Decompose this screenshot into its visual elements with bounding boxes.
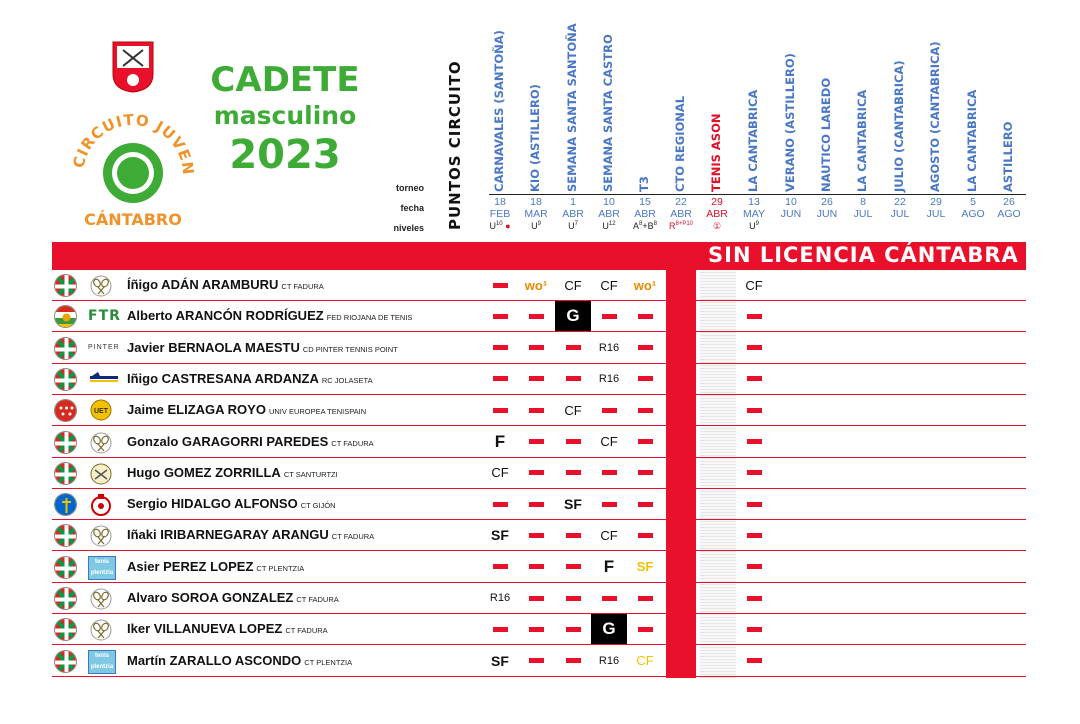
no-participation-dash [602, 502, 617, 507]
table-row [52, 552, 1026, 583]
no-participation-dash [638, 439, 653, 444]
no-participation-dash [529, 439, 544, 444]
tournament-day: 26 [821, 196, 833, 208]
no-participation-dash [566, 596, 581, 601]
result-cell: SF [491, 527, 509, 544]
club-logo-icon [88, 399, 116, 421]
label-torneo: torneo [396, 183, 424, 193]
tournament-name: SEMANA SANTA SANTOÑA [565, 23, 579, 192]
tournament-day: 8 [860, 196, 866, 208]
result-cell [627, 489, 663, 519]
club-logo-icon [88, 274, 116, 296]
club-name: CT FADURA [281, 282, 324, 291]
result-cell [482, 333, 518, 363]
tournament-day: 15 [639, 196, 651, 208]
tournament-day: 22 [675, 196, 687, 208]
result-cell [518, 646, 554, 676]
result-cell [736, 489, 772, 519]
tournament-day: 29 [711, 196, 723, 208]
no-participation-dash [747, 658, 762, 663]
no-participation-dash [493, 283, 508, 288]
no-participation-dash [638, 470, 653, 475]
tournament-name: TENIS ASON [709, 113, 723, 192]
result-cell [627, 333, 663, 363]
result-cell [518, 458, 554, 488]
title-year: 2023 [229, 132, 341, 178]
result-cell: SF [491, 652, 509, 669]
tournament-name: VERANO (ASTILLERO) [783, 53, 797, 192]
title-block [200, 60, 370, 178]
basque-flag-icon [54, 618, 77, 641]
club-name: CD PINTER TENNIS POINT [302, 344, 398, 354]
tournament-month: ABR [706, 208, 728, 220]
tournament-level: $R^{8+P10}$ [668, 221, 694, 231]
table-row [52, 301, 1026, 332]
result-cell [627, 520, 663, 550]
no-participation-dash [747, 564, 762, 569]
result-cell [591, 489, 627, 519]
header-divider [489, 194, 1026, 195]
result-cell [518, 395, 554, 425]
result-cell: F [603, 556, 615, 576]
tournament-name: ASTILLERO [1001, 121, 1015, 192]
player-name: Martín ZARALLO ASCONDO CT PLENTZIA [127, 652, 353, 668]
player-name: Iñaki IRIBARNEGARAY ARANGU CT FADURA [127, 527, 375, 543]
no-participation-dash [747, 627, 762, 632]
table-row [52, 395, 1026, 426]
tournament-month: FEB [489, 208, 511, 220]
club-name: RC JOLASETA [321, 375, 373, 385]
tournament-name: AGOSTO (CANTABRICA) [928, 41, 942, 192]
club-logo-icon [88, 524, 116, 546]
no-participation-dash [529, 564, 544, 569]
result-cell: CF [745, 277, 763, 293]
club-logo-icon [88, 462, 116, 484]
tournament-day: 5 [970, 196, 976, 208]
no-participation-dash [493, 314, 508, 319]
table-row [52, 489, 1026, 520]
tournament-month: JUL [926, 208, 946, 220]
result-cell: wo¹ [633, 277, 657, 293]
tournament-name: NAUTICO LAREDO [819, 77, 833, 192]
tournament-name: JULIO (CANTABRICA) [892, 60, 906, 192]
no-participation-dash [529, 658, 544, 663]
tournament-level: $A^8+B^8$ [633, 221, 657, 231]
basque-flag-icon [54, 274, 77, 297]
result-cell: R16 [598, 654, 620, 667]
result-cell [627, 427, 663, 457]
no-participation-dash [602, 314, 617, 319]
no-participation-dash [493, 345, 508, 350]
result-cell [627, 395, 663, 425]
tournament-level: $U^7$ [568, 221, 578, 231]
no-participation-dash [529, 533, 544, 538]
basque-flag-icon [54, 368, 77, 391]
result-cell [482, 489, 518, 519]
tournament-month: ABR [634, 208, 656, 220]
basque-flag-icon [54, 650, 77, 673]
tournament-level: $U^9$ [749, 221, 759, 231]
no-participation-dash [638, 408, 653, 413]
club-name: CT FADURA [331, 532, 375, 542]
title-category: CADETE [210, 60, 360, 100]
table-row [52, 583, 1026, 614]
table-row [52, 520, 1026, 551]
club-name: CT PLENTZIA [256, 563, 305, 573]
club-logo-icon: tenis plentzia [88, 650, 116, 672]
result-cell [555, 552, 591, 582]
title-gender: masculino [213, 101, 357, 130]
result-cell [482, 552, 518, 582]
result-cell: CF [600, 277, 618, 293]
tournament-month: JUL [890, 208, 910, 220]
svg-text:UET: UET [94, 408, 108, 416]
tournament-day: 22 [894, 196, 906, 208]
club-name: CT FADURA [331, 438, 374, 448]
no-participation-dash [638, 502, 653, 507]
result-cell: R16 [598, 372, 620, 385]
federation-shield-logo [111, 40, 155, 94]
basque-flag-icon [54, 337, 77, 360]
no-participation-dash [747, 502, 762, 507]
result-cell [736, 583, 772, 613]
tournament-month: ABR [562, 208, 584, 220]
result-cell [627, 614, 663, 644]
player-name: Íñigo ADÁN ARAMBURU CT FADURA [127, 277, 324, 292]
no-participation-dash [529, 376, 544, 381]
club-logo-icon [88, 618, 116, 640]
tournament-month: AGO [961, 208, 985, 220]
tournament-name: LA CANTABRICA [965, 89, 979, 192]
result-cell: R16 [598, 341, 620, 354]
table-row [52, 458, 1026, 489]
no-participation-dash [747, 533, 762, 538]
result-cell [736, 395, 772, 425]
player-name: Iñigo CASTRESANA ARDANZA RC JOLASETA [127, 370, 373, 386]
result-cell [627, 583, 663, 613]
club-logo-icon: FTR [88, 308, 121, 325]
basque-flag-icon [54, 587, 77, 610]
no-participation-dash [529, 596, 544, 601]
result-cell [518, 614, 554, 644]
table-row [52, 364, 1026, 395]
no-participation-dash [529, 408, 544, 413]
club-logo-icon: PINTER [88, 343, 120, 351]
result-cell [736, 520, 772, 550]
label-fecha: fecha [400, 203, 424, 213]
result-cell [482, 364, 518, 394]
result-cell [736, 552, 772, 582]
tournament-name: LA CANTABRICA [855, 89, 869, 192]
result-cell [736, 614, 772, 644]
label-niveles: niveles [393, 223, 424, 233]
tournament-name: LA CANTABRICA [746, 89, 760, 192]
result-cell [591, 583, 627, 613]
result-cell: F [494, 431, 506, 451]
result-cell [591, 301, 627, 331]
tournament-level: $U^9$ [531, 221, 541, 231]
club-logo-icon [88, 431, 116, 453]
result-cell [555, 333, 591, 363]
club-name: CT SANTURTZI [283, 469, 338, 479]
tournament-name: SEMANA SANTA CASTRO [601, 34, 615, 192]
no-participation-dash [566, 470, 581, 475]
player-name: Sergio HIDALGO ALFONSO CT GIJÓN [127, 496, 336, 512]
tournament-month: MAY [743, 208, 765, 220]
result-cell [555, 364, 591, 394]
banner-text: SIN LICENCIA CÁNTABRA [708, 243, 1019, 267]
tournament-level: ① [712, 221, 722, 231]
club-name: FED RIOJANA DE TENIS [326, 313, 413, 323]
result-cell [736, 333, 772, 363]
no-participation-dash [529, 470, 544, 475]
club-name: CT PLENTZIA [304, 657, 353, 667]
no-participation-dash [638, 345, 653, 350]
result-cell [518, 427, 554, 457]
result-cell [627, 301, 663, 331]
row-divider [52, 676, 1026, 677]
result-cell [736, 364, 772, 394]
player-name: Asier PEREZ LOPEZ CT PLENTZIA [127, 558, 305, 574]
tournament-name: T3 [637, 176, 651, 192]
result-cell [518, 364, 554, 394]
tournament-day: 18 [530, 196, 542, 208]
result-cell [736, 427, 772, 457]
result-cell: G [591, 614, 627, 644]
result-cell [518, 520, 554, 550]
result-cell [555, 646, 591, 676]
result-cell [555, 520, 591, 550]
tournament-day: 18 [494, 196, 506, 208]
club-logo-icon [88, 368, 116, 390]
result-cell [518, 583, 554, 613]
club-name: CT GIJÓN [300, 501, 336, 511]
no-participation-dash [747, 470, 762, 475]
club-logo-icon [88, 587, 116, 609]
result-cell [736, 301, 772, 331]
no-participation-dash [566, 439, 581, 444]
no-participation-dash [638, 533, 653, 538]
result-cell [482, 395, 518, 425]
no-participation-dash [493, 408, 508, 413]
no-participation-dash [747, 596, 762, 601]
no-participation-dash [529, 314, 544, 319]
result-cell [627, 364, 663, 394]
result-cell: SF [636, 559, 654, 575]
tournament-level: $U^{10}$ ● [489, 221, 511, 231]
table-row [52, 646, 1026, 677]
table-row [52, 270, 1026, 301]
result-cell [555, 427, 591, 457]
no-participation-dash [747, 376, 762, 381]
basque-flag-icon [54, 431, 77, 454]
basque-flag-icon [54, 462, 77, 485]
no-participation-dash [602, 470, 617, 475]
player-name: Iker VILLANUEVA LOPEZ CT FADURA [127, 621, 328, 637]
club-name: UNIV EUROPEA TENISPAIN [268, 407, 367, 417]
no-participation-dash [566, 627, 581, 632]
club-logo-icon [88, 493, 116, 515]
no-participation-dash [529, 502, 544, 507]
no-participation-dash [638, 596, 653, 601]
player-name: Alvaro SOROA GONZALEZ CT FADURA [127, 590, 339, 605]
no-participation-dash [493, 627, 508, 632]
result-cell [591, 458, 627, 488]
rioja-flag-icon [54, 305, 77, 328]
svg-text:CIRCUITO JUVENIL: CIRCUITO JUVEN [69, 110, 198, 177]
player-name: Gonzalo GARAGORRI PAREDES CT FADURA [127, 433, 374, 449]
basque-flag-icon [54, 524, 77, 547]
result-cell [555, 614, 591, 644]
tournament-month: JUN [816, 208, 838, 220]
no-participation-dash [566, 533, 581, 538]
result-cell: CF [564, 277, 582, 293]
tournament-month: MAR [524, 208, 548, 220]
result-cell: CF [600, 527, 618, 543]
player-name: Javier BERNAOLA MAESTU CD PINTER TENNIS POINT [127, 339, 398, 355]
puntos-circuito-label: PUNTOS CIRCUITO [446, 60, 464, 230]
no-participation-dash [566, 564, 581, 569]
tournament-month: JUL [853, 208, 873, 220]
player-name: Alberto ARANCÓN RODRÍGUEZ FED RIOJANA DE TENIS [127, 308, 413, 324]
table-row [52, 614, 1026, 645]
no-participation-dash [638, 376, 653, 381]
no-participation-dash [493, 502, 508, 507]
no-participation-dash [602, 408, 617, 413]
result-cell: CF [636, 653, 654, 669]
result-cell: CF [600, 434, 618, 449]
result-cell [518, 301, 554, 331]
club-logo-icon: tenis plentzia [88, 556, 116, 578]
result-cell: R16 [489, 592, 511, 604]
result-cell [627, 458, 663, 488]
tournament-day: 29 [930, 196, 942, 208]
no-participation-dash [493, 376, 508, 381]
result-cell [518, 489, 554, 519]
result-cell [555, 458, 591, 488]
no-participation-dash [638, 627, 653, 632]
no-participation-dash [529, 627, 544, 632]
tournament-name: KIO (ASTILLERO) [528, 84, 542, 192]
table-row [52, 333, 1026, 364]
result-cell [591, 395, 627, 425]
result-cell: G [555, 301, 591, 331]
tournament-month: ABR [598, 208, 620, 220]
club-name: CT FADURA [285, 626, 328, 636]
no-participation-dash [747, 408, 762, 413]
no-participation-dash [747, 314, 762, 319]
result-cell [518, 552, 554, 582]
tournament-name: CARNAVALES (SANTOÑA) [492, 30, 506, 192]
result-cell [736, 458, 772, 488]
no-participation-dash [747, 345, 762, 350]
basque-flag-icon [54, 556, 77, 579]
result-cell [482, 614, 518, 644]
tournament-month: ABR [670, 208, 692, 220]
player-name: Hugo GOMEZ ZORRILLA CT SANTURTZI [127, 464, 338, 480]
no-participation-dash [566, 658, 581, 663]
no-participation-dash [493, 564, 508, 569]
result-cell: CF [564, 402, 582, 418]
result-cell [518, 333, 554, 363]
tournament-level: $U^{12}$ [602, 221, 616, 231]
no-participation-dash [529, 345, 544, 350]
circuito-juvenil-logo [68, 105, 198, 235]
result-cell: CF [491, 465, 509, 481]
tournament-month: AGO [997, 208, 1021, 220]
no-participation-dash [602, 596, 617, 601]
tournament-day: 26 [1003, 196, 1015, 208]
result-cell [736, 646, 772, 676]
table-row [52, 427, 1026, 458]
player-name: Jaime ELIZAGA ROYO UNIV EUROPEA TENISPAIN [127, 402, 367, 418]
tournament-day: 13 [748, 196, 760, 208]
tournament-day: 10 [785, 196, 797, 208]
asturias-flag-icon [54, 493, 77, 516]
result-cell [555, 583, 591, 613]
tournament-day: 10 [603, 196, 615, 208]
tournament-name: CTO REGIONAL [673, 95, 687, 192]
result-cell: SF [564, 496, 582, 513]
result-cell: wo¹ [524, 277, 548, 293]
no-participation-dash [566, 376, 581, 381]
no-participation-dash [566, 345, 581, 350]
tournament-day: 1 [570, 196, 576, 208]
no-participation-dash [747, 439, 762, 444]
tournament-month: JUN [780, 208, 802, 220]
result-cell [482, 270, 518, 300]
no-participation-dash [638, 314, 653, 319]
logo-cantabro-text: CÁNTABRO [84, 210, 182, 229]
madrid-flag-icon [54, 399, 77, 422]
result-cell [482, 301, 518, 331]
club-name: CT FADURA [296, 595, 339, 604]
